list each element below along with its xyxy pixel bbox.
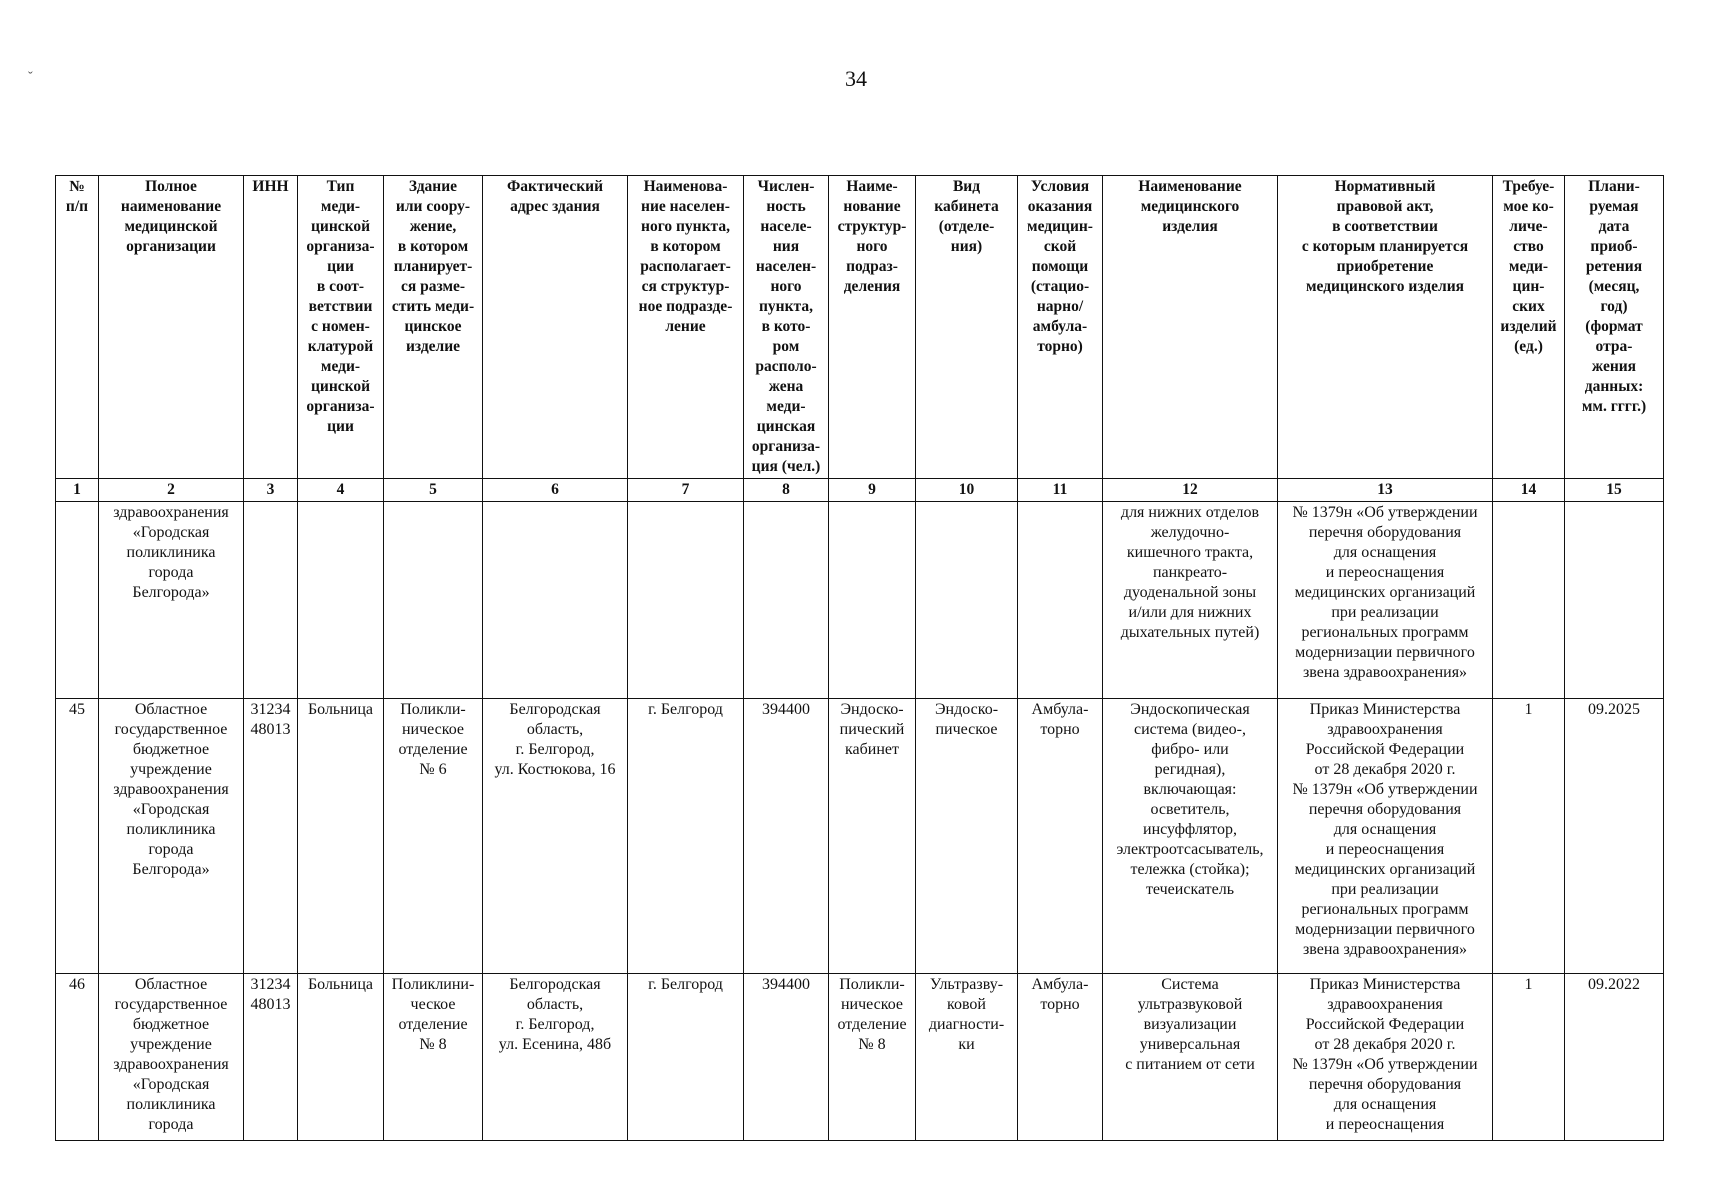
- column-number-row: [56, 479, 1664, 502]
- header-cell-2: Полное наименование медицинской организации: [99, 176, 244, 479]
- header-cell-9: Наиме- нование структур- ного подраз- деления: [829, 176, 916, 479]
- table-cell: Поликлини- ческое отделение № 8: [384, 974, 483, 1141]
- header-cell-5: Здание или соору- жение, в котором планирует- ся разме- стить меди- цинское изделие: [384, 176, 483, 479]
- table-cell: Белгородская область, г. Белгород, ул. Есенина, 48б: [483, 974, 628, 1141]
- column-number: 10: [916, 479, 1018, 502]
- table-cell: Эндоско- пическое: [916, 699, 1018, 974]
- header-cell-1: № п/п: [56, 176, 99, 479]
- table-cell: 394400: [744, 974, 829, 1141]
- table-row-continuation: [56, 502, 1664, 699]
- header-cell-7: Наименова- ние населен- ного пункта, в котором располагает- ся структур- ное подразде- ление: [628, 176, 744, 479]
- table-cell: 394400: [744, 699, 829, 974]
- table-cell: [744, 502, 829, 699]
- header-cell-6: Фактический адрес здания: [483, 176, 628, 479]
- table-cell: [916, 502, 1018, 699]
- column-number: 11: [1018, 479, 1103, 502]
- column-number: 12: [1103, 479, 1278, 502]
- scan-speck: ˇ: [28, 70, 33, 85]
- column-number: 5: [384, 479, 483, 502]
- header-cell-4: Тип меди- цинской организа- ции в соот- ветствии с номен- клатурой меди- цинской организа- ции: [298, 176, 384, 479]
- table-cell: г. Белгород: [628, 699, 744, 974]
- table-cell: 1: [1493, 974, 1565, 1141]
- header-cell-13: Нормативный правовой акт, в соответствии с которым планируется приобретение медицинского изделия: [1278, 176, 1493, 479]
- table-cell: Эндоскопическая система (видео-, фибро- или регидная), включающая: осветитель, инсуффлятор, электроотсасыватель, тележка (стойка); течеискатель: [1103, 699, 1278, 974]
- table-cell: Поликли- ническое отделение № 6: [384, 699, 483, 974]
- table-cell: 45: [56, 699, 99, 974]
- table-cell: 31234 48013: [244, 974, 298, 1141]
- table-cell: 46: [56, 974, 99, 1141]
- header-row: [56, 176, 1664, 479]
- table-cell: Ультразву- ковой диагности- ки: [916, 974, 1018, 1141]
- table-cell: здравоохранения «Городская поликлиника города Белгорода»: [99, 502, 244, 699]
- table-cell: Система ультразвуковой визуализации универсальная с питанием от сети: [1103, 974, 1278, 1141]
- column-number: 8: [744, 479, 829, 502]
- table-cell: Приказ Министерства здравоохранения Российской Федерации от 28 декабря 2020 г. № 1379н «Об утверждении перечня оборудования для оснащения и переоснащения медицинских организаций при реализации региональных программ модернизации первичного звена здравоохранения»: [1278, 699, 1493, 974]
- table-cell: № 1379н «Об утверждении перечня оборудования для оснащения и переоснащения медицинских организаций при реализации региональных программ модернизации первичного звена здравоохранения»: [1278, 502, 1493, 699]
- header-cell-12: Наименование медицинского изделия: [1103, 176, 1278, 479]
- page-number: 34: [845, 66, 867, 91]
- table-cell: 09.2022: [1565, 974, 1664, 1141]
- table-cell: [1018, 502, 1103, 699]
- table-cell: [1565, 502, 1664, 699]
- table-cell: Амбула- торно: [1018, 974, 1103, 1141]
- table-cell: Областное государственное бюджетное учреждение здравоохранения «Городская поликлиника города Белгорода»: [99, 699, 244, 974]
- table-cell: для нижних отделов желудочно- кишечного тракта, панкреато- дуоденальной зоны и/или для нижних дыхательных путей): [1103, 502, 1278, 699]
- table-cell: Больница: [298, 974, 384, 1141]
- column-number: 7: [628, 479, 744, 502]
- table-cell: Белгородская область, г. Белгород, ул. Костюкова, 16: [483, 699, 628, 974]
- header-cell-3: ИНН: [244, 176, 298, 479]
- table-cell: [384, 502, 483, 699]
- column-number: 2: [99, 479, 244, 502]
- column-number: 13: [1278, 479, 1493, 502]
- table-cell: Приказ Министерства здравоохранения Российской Федерации от 28 декабря 2020 г. № 1379н «Об утверждении перечня оборудования для оснащения и переоснащения: [1278, 974, 1493, 1141]
- table-cell: Амбула- торно: [1018, 699, 1103, 974]
- table-cell: [244, 502, 298, 699]
- table-cell: Больница: [298, 699, 384, 974]
- table-cell: [298, 502, 384, 699]
- medical-equipment-table: [55, 175, 1664, 1141]
- table-cell: 31234 48013: [244, 699, 298, 974]
- column-number: 9: [829, 479, 916, 502]
- table-row-45: [56, 699, 1664, 974]
- header-cell-15: Плани- руемая дата приоб- ретения (месяц, год) (формат отра- жения данных: мм. гггг.): [1565, 176, 1664, 479]
- column-number: 1: [56, 479, 99, 502]
- table-cell: 1: [1493, 699, 1565, 974]
- column-number: 15: [1565, 479, 1664, 502]
- table-cell: [56, 502, 99, 699]
- table-cell: Областное государственное бюджетное учреждение здравоохранения «Городская поликлиника города: [99, 974, 244, 1141]
- table-cell: [829, 502, 916, 699]
- table-cell: [628, 502, 744, 699]
- column-number: 14: [1493, 479, 1565, 502]
- table-cell: [1493, 502, 1565, 699]
- header-cell-8: Числен- ность населе- ния населен- ного пункта, в кото- ром располо- жена меди- цинская организа- ция (чел.): [744, 176, 829, 479]
- table-cell: 09.2025: [1565, 699, 1664, 974]
- header-cell-10: Вид кабинета (отделе- ния): [916, 176, 1018, 479]
- table-cell: Поликли- ническое отделение № 8: [829, 974, 916, 1141]
- column-number: 6: [483, 479, 628, 502]
- table-cell: г. Белгород: [628, 974, 744, 1141]
- table-row-46: [56, 974, 1664, 1141]
- table-cell: Эндоско- пический кабинет: [829, 699, 916, 974]
- table-cell: [483, 502, 628, 699]
- header-cell-14: Требуе- мое ко- личе- ство меди- цин- ских изделий (ед.): [1493, 176, 1565, 479]
- header-cell-11: Условия оказания медицин- ской помощи (стацио- нарно/ амбула- торно): [1018, 176, 1103, 479]
- column-number: 4: [298, 479, 384, 502]
- column-number: 3: [244, 479, 298, 502]
